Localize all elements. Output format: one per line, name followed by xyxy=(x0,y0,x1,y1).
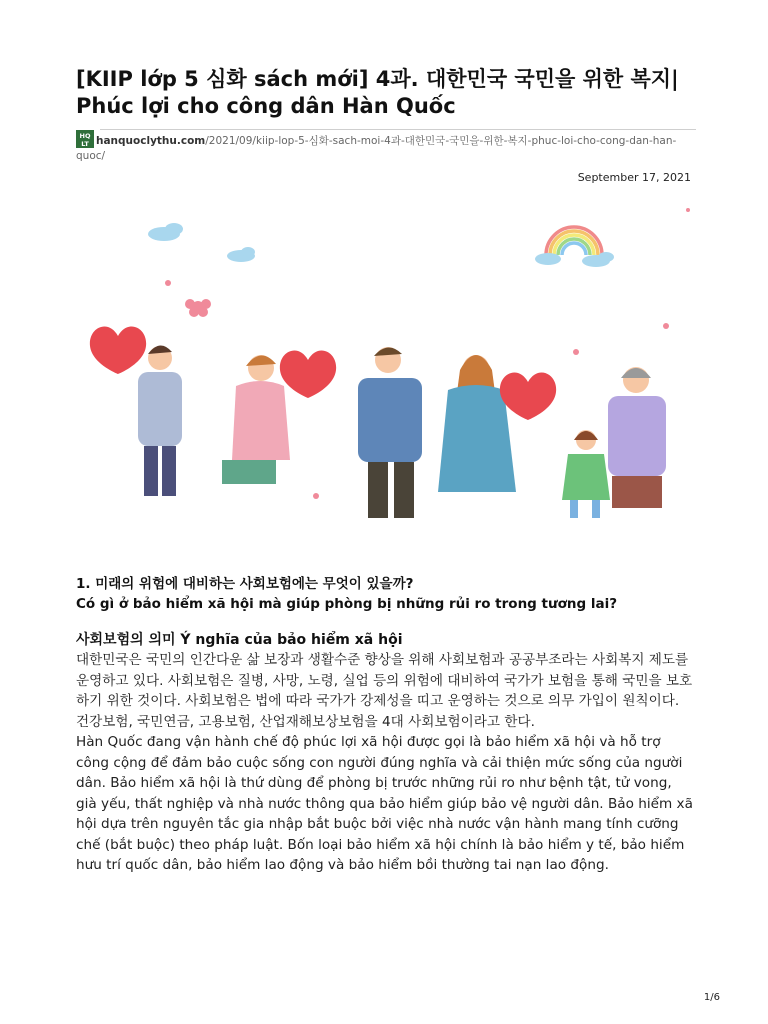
paragraph-korean: 대한민국은 국민의 인간다운 삶 보장과 생활수준 향상을 위해 사회보험과 공공부조라는 사회복지 제도를 운영하고 있다. 사회보험은 질병, 사망, 노령, 실업 등의 위험에 대비하여 국가가 보험을 통해 국민을 보호하기 위한 것이다. 사회보험은 법에 따라 국가가 강제성을 띠고 운영하는 것으로 의무 가입이 원칙이다. 건강보험, 국민연금, 고용보험, 산업재해보상보험을 4대 사회보험이라고 한다. xyxy=(76,652,693,730)
article-body xyxy=(76,650,696,876)
rainbow-icon xyxy=(546,227,602,255)
site-favicon-icon xyxy=(76,130,94,148)
section-heading: 사회보험의 의미 Ý nghĩa của bảo hiểm xã hội xyxy=(76,632,403,648)
question-vietnamese: Có gì ở bảo hiểm xã hội mà giúp phòng bị những rủi ro trong tương lai? xyxy=(76,596,618,612)
question-korean: 1. 미래의 위험에 대비하는 사회보험에는 무엇이 있을까? xyxy=(76,576,414,592)
article-title: [KIIP lớp 5 심화 sách mới] 4과. 대한민국 국민을 위한 복지| Phúc lợi cho công dân Hàn Quốc xyxy=(76,67,679,118)
family-welfare-illustration xyxy=(76,200,696,540)
question-heading xyxy=(76,574,617,614)
page-number: 1/6 xyxy=(703,992,720,1003)
svg-text:HQ: HQ xyxy=(79,132,91,140)
source-path: /2021/09/kiip-lop-5-심화-sach-moi-4과-대한민국-국민을-위한-복지-phuc-loi-cho-cong-dan-han-quoc/ xyxy=(76,135,677,162)
publish-date: September 17, 2021 xyxy=(577,171,691,184)
family-people xyxy=(138,345,666,518)
paragraph-vietnamese: Hàn Quốc đang vận hành chế độ phúc lợi xã hội được gọi là bảo hiểm xã hội và hỗ trợ công cộng để đảm bảo cuộc sống con người đúng nghĩa và cải thiện mức sống của người dân. Bảo hiểm xã hội là thứ dùng để phòng bị trước những rủi ro như bệnh tật, tử vong, già yếu, thất nghiệp và nhà nước thông qua bảo hiểm giúp bảo vệ người dân. Bảo hiểm xã hội dựa trên nguyên tắc gia nhập bắt buộc bởi việc nhà nước vận hành mang tính cưỡng chế (bắt buộc) theo pháp luật. Bốn loại bảo hiểm xã hội chính là bảo hiểm y tế, bảo hiểm hưu trí quốc dân, bảo hiểm lao động và bảo hiểm bồi thường tai nạn lao động. xyxy=(76,734,693,873)
cloud-icon xyxy=(148,223,614,267)
divider xyxy=(100,129,696,130)
svg-text:LT: LT xyxy=(81,140,89,148)
source-domain-link[interactable]: hanquoclythu.com xyxy=(96,135,206,147)
source-line xyxy=(76,130,696,164)
